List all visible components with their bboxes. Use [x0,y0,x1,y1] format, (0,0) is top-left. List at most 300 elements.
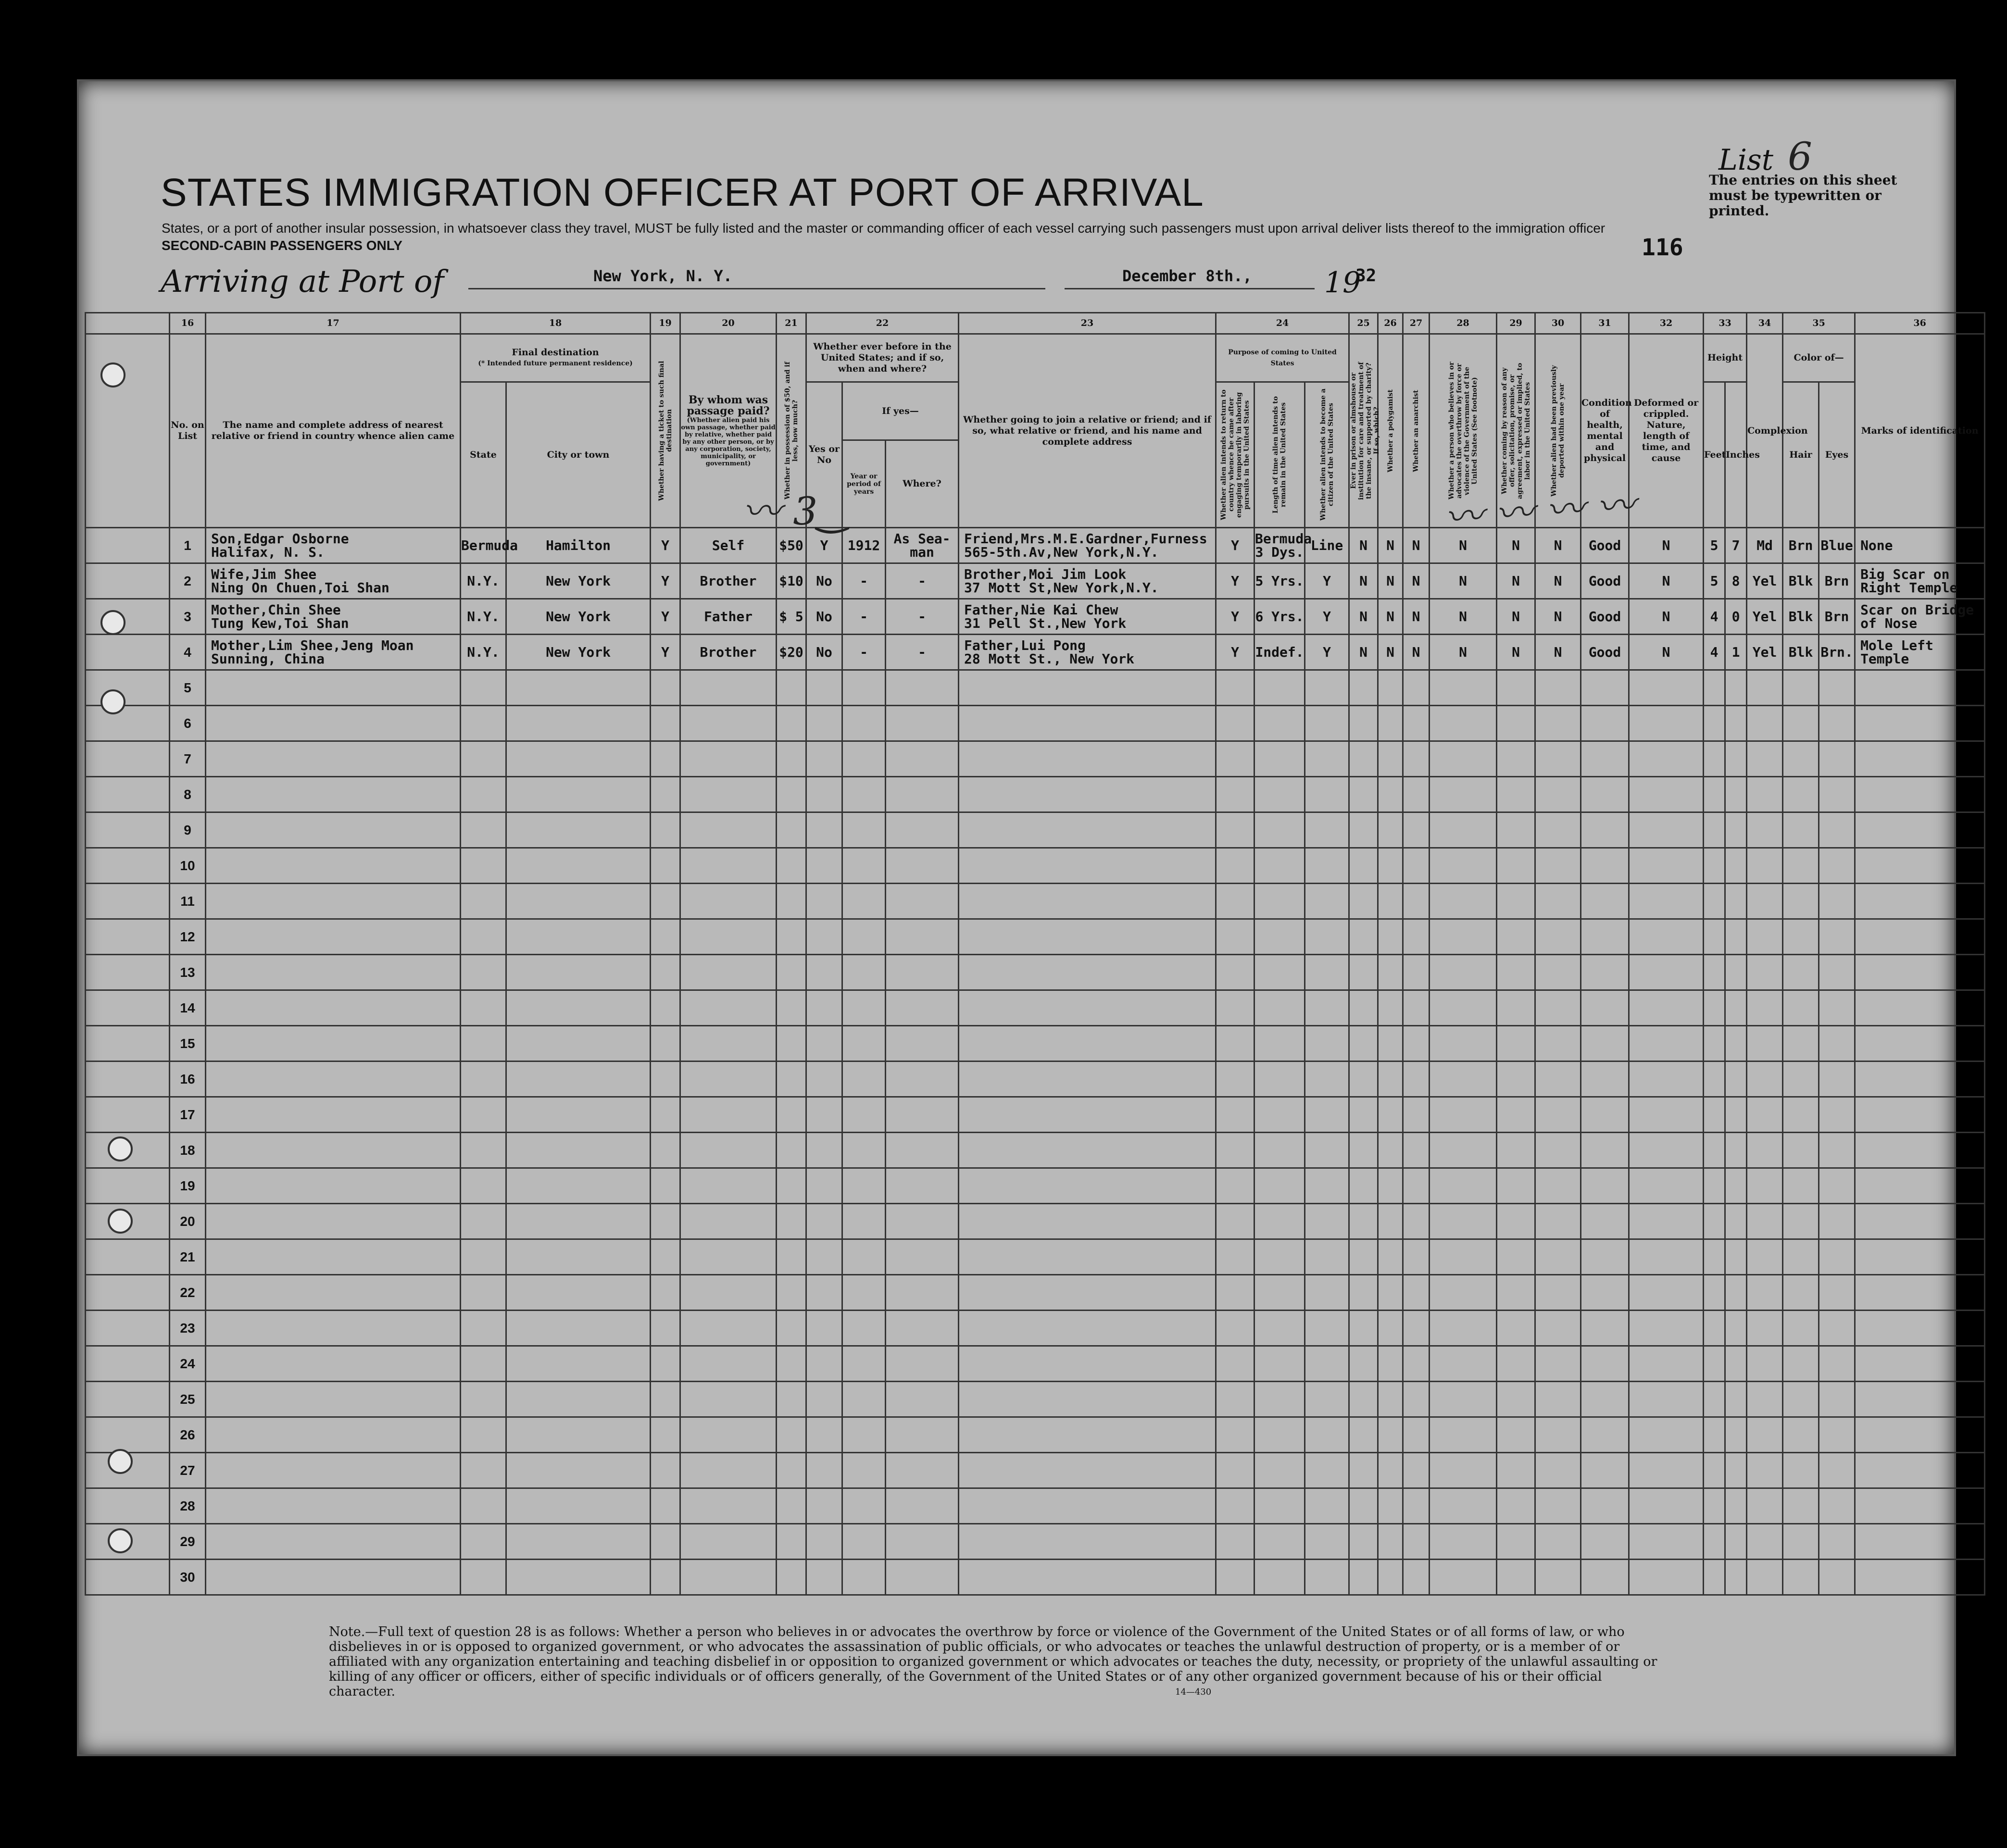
cell-eyes [1819,670,1855,706]
cell-deported [1535,1346,1581,1382]
cell-eyes: Brn [1819,563,1855,599]
cell-inches [1725,1417,1747,1453]
cell-length [1254,670,1305,706]
cell-offer: N [1497,563,1535,599]
cell-prison [1349,1026,1378,1061]
table-row [86,1488,1985,1524]
cell-city [506,848,651,884]
cell-citizen: Y [1305,563,1349,599]
cell-before: No [806,635,842,670]
cell-join [959,1275,1216,1311]
cell-length [1254,812,1305,848]
cell-before [806,1488,842,1524]
cell-return [1216,1204,1254,1239]
cell-paid_by [680,1488,777,1524]
cell-polygamist [1378,1275,1403,1311]
cell-marks [1855,1453,1985,1488]
table-row [86,1168,1985,1204]
cell-polygamist [1378,1346,1403,1382]
cell-where [886,1453,959,1488]
cell-offer [1497,1346,1535,1382]
cell-ticket [651,1061,680,1097]
cell-state [461,1311,506,1346]
cell-marks [1855,1560,1985,1595]
cell-length [1254,1239,1305,1275]
cell-anarchist [1403,812,1430,848]
cell-health: Good [1581,563,1629,599]
cell-deported [1535,812,1581,848]
cell-hair [1783,1275,1819,1311]
cell-anarchist [1403,1560,1430,1595]
cell-eyes [1819,1061,1855,1097]
cell-prison [1349,1311,1378,1346]
margin-cell [86,670,170,706]
cell-deformed [1629,1097,1704,1133]
cell-year [842,777,886,812]
cell-deported [1535,1204,1581,1239]
cell-paid_by [680,1239,777,1275]
cell-where [886,955,959,990]
cell-deported [1535,1417,1581,1453]
cell-eyes [1819,1026,1855,1061]
cell-deported: N [1535,635,1581,670]
cell-hair [1783,1204,1819,1239]
cell-anarchist [1403,848,1430,884]
cell-city [506,1560,651,1595]
cell-deformed [1629,1417,1704,1453]
cell-year [842,1453,886,1488]
cell-length: Indef. [1254,635,1305,670]
cell-join [959,1417,1216,1453]
table-row [86,528,1985,563]
cell-anarchist [1403,955,1430,990]
cell-paid_by [680,706,777,741]
cabin-class: SECOND-CABIN PASSENGERS ONLY [162,238,402,253]
cell-polygamist [1378,1524,1403,1560]
cell-join [959,1026,1216,1061]
cell-length [1254,1382,1305,1417]
manifest-rows [86,528,1985,1595]
cell-prison [1349,990,1378,1026]
table-row [86,955,1985,990]
cell-relative [206,777,461,812]
cell-money [777,1524,806,1560]
cell-paid_by [680,1524,777,1560]
cell-return [1216,1488,1254,1524]
cell-citizen [1305,1239,1349,1275]
cell-money [777,741,806,777]
cell-eyes [1819,884,1855,919]
sheet-number: 116 [1642,234,1683,261]
cell-city [506,1026,651,1061]
cell-relative [206,1275,461,1311]
cell-inches [1725,1275,1747,1311]
cell-hair [1783,1133,1819,1168]
margin-cell [86,1061,170,1097]
cell-inches [1725,777,1747,812]
cell-overthrow [1430,848,1497,884]
cell-city [506,812,651,848]
cell-no: 22 [170,1275,206,1311]
cell-join [959,955,1216,990]
margin-cell [86,1417,170,1453]
table-row [86,670,1985,706]
cell-deported [1535,1239,1581,1275]
header-height: Height [1704,334,1747,382]
cell-no: 29 [170,1524,206,1560]
cell-length [1254,777,1305,812]
cell-no: 11 [170,884,206,919]
cell-overthrow [1430,1133,1497,1168]
margin-cell [86,1097,170,1133]
cell-city [506,1382,651,1417]
cell-no: 26 [170,1417,206,1453]
margin-cell [86,599,170,635]
cell-eyes [1819,812,1855,848]
cell-ticket: Y [651,528,680,563]
cell-eyes [1819,1097,1855,1133]
cell-prison [1349,1061,1378,1097]
cell-anarchist [1403,1453,1430,1488]
cell-ticket [651,1488,680,1524]
cell-polygamist [1378,741,1403,777]
cell-citizen [1305,884,1349,919]
cell-return [1216,812,1254,848]
cell-inches [1725,1168,1747,1204]
cell-money [777,1275,806,1311]
cell-anarchist [1403,1239,1430,1275]
cell-ticket [651,1239,680,1275]
cell-complexion [1747,1382,1783,1417]
cell-inches: 8 [1725,563,1747,599]
table-row [86,1061,1985,1097]
cell-hair [1783,1239,1819,1275]
cell-city [506,1168,651,1204]
header-relative: The name and complete address of nearest relative or friend in country whence alien came [206,334,461,528]
cell-before: Y [806,528,842,563]
cell-marks [1855,990,1985,1026]
cell-ticket [651,884,680,919]
cell-relative [206,812,461,848]
cell-return [1216,1311,1254,1346]
cell-no: 6 [170,706,206,741]
cell-anarchist [1403,990,1430,1026]
cell-paid_by [680,777,777,812]
header-overthrow: Whether a person who believes in or advocates the overthrow by force or violence of the Government of the United States (See footnote) [1447,362,1479,500]
margin-cell [86,812,170,848]
cell-ticket: Y [651,599,680,635]
cell-return [1216,990,1254,1026]
cell-year: 1912 [842,528,886,563]
header-inches: Inches [1725,382,1747,528]
cell-join: Father,Nie Kai Chew 31 Pell St.,New York [959,599,1216,635]
cell-join [959,670,1216,706]
cell-polygamist [1378,1097,1403,1133]
cell-return [1216,955,1254,990]
cell-offer: N [1497,528,1535,563]
cell-return [1216,919,1254,955]
cell-before [806,1382,842,1417]
cell-relative [206,919,461,955]
cell-deformed [1629,812,1704,848]
cell-where [886,990,959,1026]
table-row [86,884,1985,919]
cell-city [506,919,651,955]
cell-overthrow [1430,706,1497,741]
cell-inches [1725,955,1747,990]
binding-hole [108,1136,133,1161]
cell-polygamist [1378,812,1403,848]
cell-paid_by [680,1097,777,1133]
cell-inches [1725,990,1747,1026]
cell-eyes [1819,1239,1855,1275]
cell-return [1216,1560,1254,1595]
cell-overthrow: N [1430,563,1497,599]
cell-prison [1349,1097,1378,1133]
cell-relative [206,1524,461,1560]
cell-eyes: Blue [1819,528,1855,563]
cell-money [777,1417,806,1453]
cell-anarchist [1403,1488,1430,1524]
cell-health: Good [1581,635,1629,670]
cell-city [506,1239,651,1275]
cell-health [1581,1204,1629,1239]
cell-before [806,848,842,884]
cell-anarchist [1403,884,1430,919]
cell-year [842,1524,886,1560]
table-row [86,1346,1985,1382]
cell-feet [1704,919,1725,955]
cell-where [886,1311,959,1346]
cell-eyes [1819,706,1855,741]
cell-overthrow [1430,1204,1497,1239]
cell-citizen [1305,1097,1349,1133]
cell-marks: None [1855,528,1985,563]
cell-eyes [1819,919,1855,955]
cell-feet [1704,990,1725,1026]
cell-prison [1349,741,1378,777]
header-return: Whether alien intends to return to country whence he came after engaging temporarily in laboring pursuits in the United States [1219,389,1251,520]
cell-complexion [1747,1346,1783,1382]
cell-no: 3 [170,599,206,635]
margin-cell [86,1560,170,1595]
cell-where [886,1560,959,1595]
cell-where [886,1026,959,1061]
cell-relative: Mother,Chin Shee Tung Kew,Toi Shan [206,599,461,635]
cell-deformed [1629,670,1704,706]
cell-state [461,1204,506,1239]
cell-return [1216,1382,1254,1417]
cell-offer [1497,1168,1535,1204]
cell-where [886,1275,959,1311]
cell-complexion [1747,919,1783,955]
cell-relative: Mother,Lim Shee,Jeng Moan Sunning, China [206,635,461,670]
cell-join [959,1382,1216,1417]
cell-polygamist [1378,1382,1403,1417]
cell-year [842,955,886,990]
cell-city [506,1061,651,1097]
cell-deported [1535,1453,1581,1488]
cell-deformed [1629,1275,1704,1311]
cell-citizen [1305,1417,1349,1453]
list-label: List 6 [1718,134,1812,179]
cell-length [1254,1560,1305,1595]
cell-ticket [651,741,680,777]
cell-ticket [651,1417,680,1453]
cell-polygamist [1378,1026,1403,1061]
cell-state: N.Y. [461,599,506,635]
cell-health [1581,1275,1629,1311]
binding-hole [100,689,125,714]
cell-before [806,884,842,919]
cell-offer [1497,1061,1535,1097]
cell-inches [1725,848,1747,884]
cell-prison [1349,1133,1378,1168]
cell-polygamist: N [1378,599,1403,635]
cell-relative [206,741,461,777]
header-citizen: Whether alien intends to become a citizen of the United States [1319,388,1335,521]
cell-offer [1497,1417,1535,1453]
table-row [86,990,1985,1026]
cell-inches [1725,1488,1747,1524]
cell-return [1216,1417,1254,1453]
header-before-in-us: Whether ever before in the United States; and if so, when and where? [806,334,959,382]
header-deformed: Deformed or crippled. Nature, length of time, and cause [1629,334,1704,528]
cell-money: $ 5 [777,599,806,635]
margin-cell [86,1311,170,1346]
cell-hair [1783,1346,1819,1382]
cell-no: 21 [170,1239,206,1275]
cell-hair [1783,777,1819,812]
margin-cell [86,990,170,1026]
cell-offer [1497,1239,1535,1275]
cell-hair [1783,1560,1819,1595]
cell-anarchist [1403,1133,1430,1168]
cell-year: - [842,563,886,599]
cell-year [842,741,886,777]
cell-citizen [1305,1275,1349,1311]
binding-hole [108,1528,133,1553]
cell-no: 2 [170,563,206,599]
cell-health [1581,1311,1629,1346]
cell-no: 8 [170,777,206,812]
cell-return [1216,777,1254,812]
cell-prison [1349,919,1378,955]
cell-eyes [1819,1133,1855,1168]
cell-city [506,884,651,919]
header-purpose: Purpose of coming to United States [1216,334,1349,382]
cell-money [777,1133,806,1168]
cell-inches [1725,670,1747,706]
cell-state [461,990,506,1026]
cell-anarchist [1403,1275,1430,1311]
cell-health [1581,1097,1629,1133]
cell-state [461,919,506,955]
cell-health [1581,1524,1629,1560]
cell-overthrow [1430,1524,1497,1560]
margin-cell [86,955,170,990]
cell-anarchist [1403,1168,1430,1204]
cell-ticket [651,1097,680,1133]
header-deported: Whether alien had been previously deported within one year [1550,365,1566,497]
cell-citizen [1305,955,1349,990]
cell-anarchist [1403,1346,1430,1382]
header-marks: Marks of identification [1855,334,1985,528]
cell-where [886,1488,959,1524]
cell-hair [1783,848,1819,884]
binding-hole [100,610,125,635]
cell-deported [1535,1026,1581,1061]
cell-join [959,1524,1216,1560]
cell-deformed [1629,1061,1704,1097]
margin-cell [86,919,170,955]
cell-year [842,848,886,884]
cell-eyes [1819,1524,1855,1560]
cell-before [806,1346,842,1382]
cell-ticket [651,848,680,884]
cell-citizen [1305,1204,1349,1239]
cell-where [886,1133,959,1168]
cell-offer [1497,741,1535,777]
cell-before [806,706,842,741]
cell-marks [1855,741,1985,777]
cell-paid_by [680,1204,777,1239]
cell-marks [1855,1026,1985,1061]
cell-money [777,670,806,706]
cell-join [959,848,1216,884]
cell-health [1581,1346,1629,1382]
cell-state [461,670,506,706]
cell-citizen [1305,1382,1349,1417]
cell-complexion [1747,812,1783,848]
margin-cell [86,1488,170,1524]
cell-paid_by [680,1026,777,1061]
cell-hair [1783,1524,1819,1560]
cell-no: 24 [170,1346,206,1382]
cell-polygamist [1378,955,1403,990]
cell-paid_by [680,1275,777,1311]
cell-polygamist: N [1378,635,1403,670]
cell-feet [1704,1133,1725,1168]
cell-prison [1349,1560,1378,1595]
cell-prison: N [1349,563,1378,599]
cell-city [506,1311,651,1346]
header-offer: Whether coming by reason of any offer, solicitation, promise, or agreement, expressed or implied, to labor in the United States [1500,362,1531,499]
cell-return: Y [1216,599,1254,635]
table-row [86,1026,1985,1061]
header-complexion: Complexion [1747,334,1783,528]
cell-money [777,1382,806,1417]
header-ticket: Whether having a ticket to such final destination [657,361,673,501]
cell-ticket: Y [651,563,680,599]
cell-complexion [1747,1524,1783,1560]
arriving-label: Arriving at Port of [161,264,444,300]
cell-relative [206,1168,461,1204]
cell-deported [1535,1168,1581,1204]
form-code: 14—430 [1175,1687,1212,1697]
table-row [86,848,1985,884]
cell-money [777,1061,806,1097]
cell-where [886,1382,959,1417]
cell-inches [1725,1133,1747,1168]
cell-no: 10 [170,848,206,884]
subtitle: States, or a port of another insular possession, in whatsoever class they travel, MUST be fully listed and the master or commanding officer of each vessel carrying such passengers must upon arrival deliver lists thereof to the immigration officer [162,221,1606,236]
cell-prison [1349,884,1378,919]
cell-money: $10 [777,563,806,599]
header-join-relative: Whether going to join a relative or friend; and if so, what relative or friend, and his name and complete address [959,334,1216,528]
cell-marks [1855,1133,1985,1168]
cell-marks [1855,1488,1985,1524]
